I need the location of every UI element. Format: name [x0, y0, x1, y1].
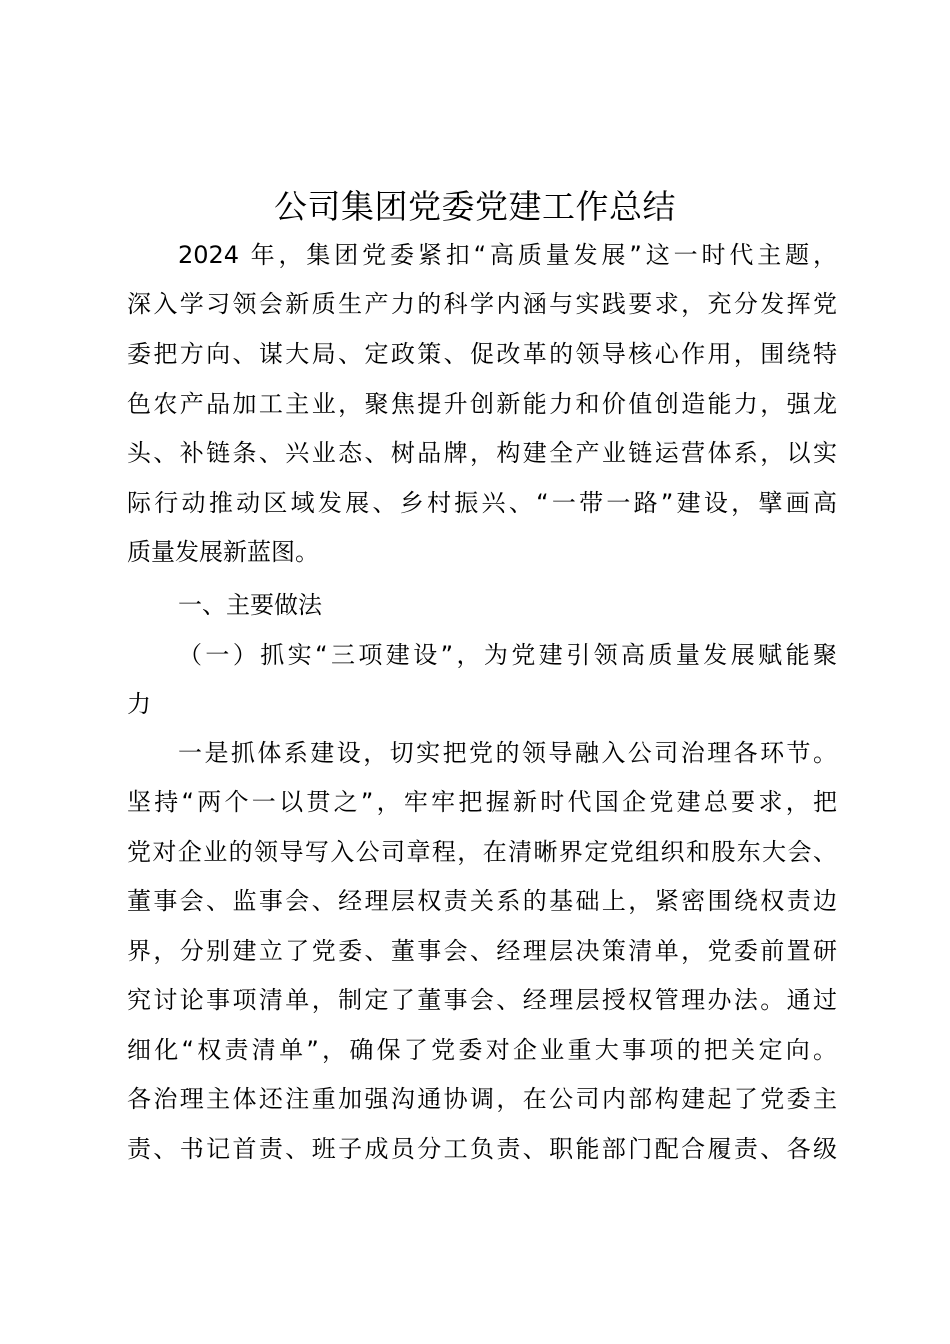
- paragraph-line: 各治理主体还注重加强沟通协调，在公司内部构建起了党委主: [127, 1085, 837, 1113]
- paragraph-line: 细化“权责清单”，确保了党委对企业重大事项的把关定向。: [127, 1036, 837, 1064]
- subsection-heading-continued: 力: [127, 690, 151, 718]
- paragraph-line: 色农产品加工主业，聚焦提升创新能力和价值创造能力，强龙: [127, 390, 837, 418]
- paragraph-line: 际行动推动区域发展、乡村振兴、“一带一路”建设，擘画高: [127, 489, 837, 517]
- paragraph-line: 党对企业的领导写入公司章程，在清晰界定党组织和股东大会、: [127, 838, 837, 866]
- paragraph-line: 责、书记首责、班子成员分工负责、职能部门配合履责、各级: [127, 1135, 837, 1163]
- paragraph-line: 界，分别建立了党委、董事会、经理层决策清单，党委前置研: [127, 937, 837, 965]
- paragraph-line: 委把方向、谋大局、定政策、促改革的领导核心作用，围绕特: [127, 340, 837, 368]
- paragraph-line: 2024 年，集团党委紧扣“高质量发展”这一时代主题，: [178, 241, 837, 269]
- section-heading: 一、主要做法: [178, 591, 322, 619]
- paragraph-line: 头、补链条、兴业态、树品牌，构建全产业链运营体系，以实: [127, 439, 837, 467]
- paragraph-line: 究讨论事项清单，制定了董事会、经理层授权管理办法。通过: [127, 986, 837, 1014]
- paragraph-line: 董事会、监事会、经理层权责关系的基础上，紧密围绕权责边: [127, 887, 837, 915]
- subsection-heading: （一）抓实“三项建设”，为党建引领高质量发展赋能聚: [178, 641, 837, 669]
- paragraph-line: 坚持“两个一以贯之”，牢牢把握新时代国企党建总要求，把: [127, 788, 837, 816]
- document-title: 公司集团党委党建工作总结: [274, 187, 676, 226]
- paragraph-line: 质量发展新蓝图。: [127, 538, 319, 566]
- paragraph-line: 深入学习领会新质生产力的科学内涵与实践要求，充分发挥党: [127, 290, 837, 318]
- paragraph-line: 一是抓体系建设，切实把党的领导融入公司治理各环节。: [178, 739, 837, 767]
